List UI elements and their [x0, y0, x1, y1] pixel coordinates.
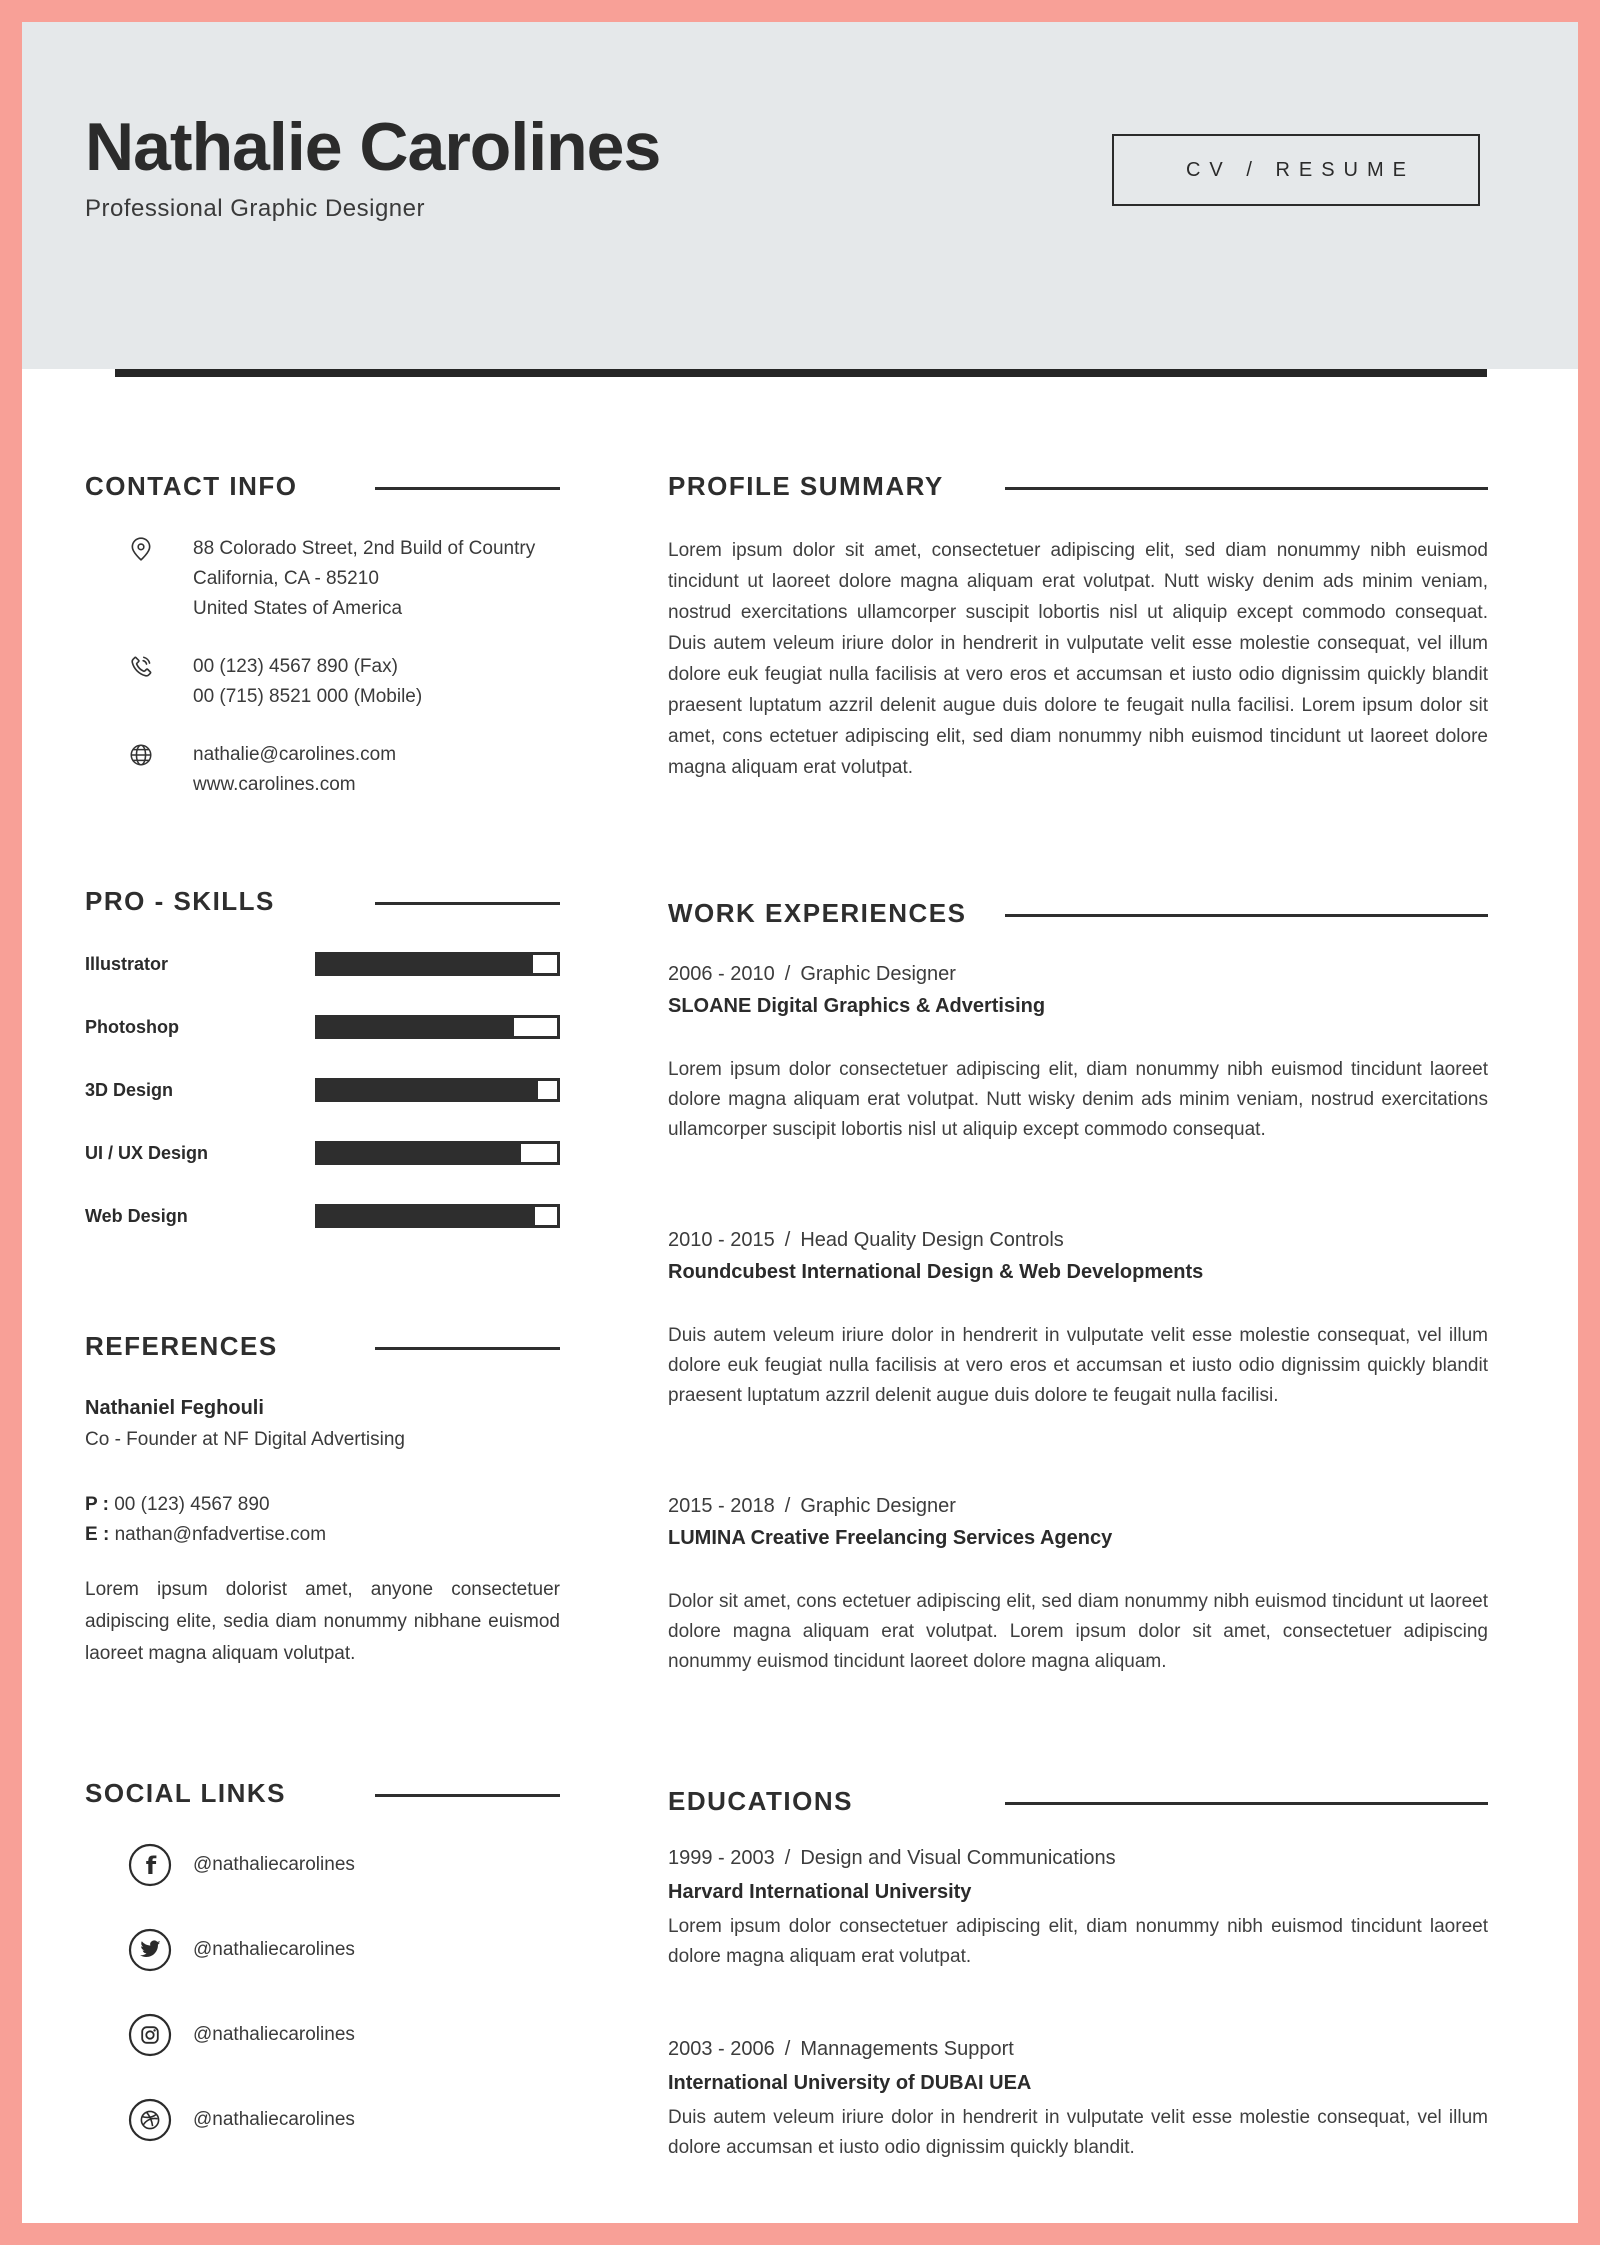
- phone-line: 00 (715) 8521 000 (Mobile): [193, 686, 423, 707]
- section-pro-skills: [85, 885, 560, 1228]
- job-period: 2015 - 2018: [668, 1495, 775, 1517]
- section-title: SOCIAL LINKS: [85, 1778, 286, 1808]
- reference-email[interactable]: nathan@nfadvertise.com: [114, 1524, 327, 1545]
- reference-contacts: [85, 1490, 560, 1550]
- job-entry: [668, 961, 1488, 1145]
- cv-resume-badge: CV / RESUME: [1112, 134, 1480, 206]
- job-role: Graphic Designer: [800, 1495, 956, 1517]
- profile-summary-heading: [668, 470, 1488, 502]
- address-text: [193, 534, 535, 624]
- section-title: WORK EXPERIENCES: [668, 898, 967, 928]
- job-company: Roundcubest International Design & Web Developments: [668, 1261, 1204, 1283]
- instagram-icon: [128, 2013, 193, 2057]
- education-period-field: [668, 2036, 1488, 2062]
- separator: /: [784, 1229, 791, 1251]
- education-field: Mannagements Support: [800, 2038, 1014, 2060]
- social-links-heading: [85, 1777, 560, 1809]
- job-description: Duis autem veleum iriure dolor in hendrerit in vulputate velit esse molestie consequat, vel illum dolore euk feugiat nulla facilisis at vero eros et accumsan et iusto odio dignissim quickly blandit praesent luptatum azzril delenit augue duis dolore te feugait nulla facilisi.: [668, 1325, 1488, 1406]
- separator: /: [784, 1495, 791, 1517]
- job-period: 2006 - 2010: [668, 963, 775, 985]
- person-name: Nathalie Carolines: [85, 109, 661, 185]
- social-handle[interactable]: @nathaliecarolines: [193, 1939, 355, 1960]
- social-handle[interactable]: @nathaliecarolines: [193, 2024, 355, 2045]
- job-description: Dolor sit amet, cons ectetuer adipiscing elit, sed diam nonummy nibh euismod tincidunt ut laoreet dolore magna aliquam erat volutpat. Lorem ipsum dolor sit amet, consectetuer adipiscing nonummy euismod tincidunt laoreet dolore magna aliquam.: [668, 1591, 1488, 1672]
- job-period-role: [668, 961, 1488, 987]
- education-field: Design and Visual Communications: [800, 1847, 1116, 1869]
- education-period-field: [668, 1845, 1488, 1871]
- header: [22, 22, 1578, 369]
- skill-label: Illustrator: [85, 953, 169, 974]
- contact-item-phone: [85, 652, 560, 712]
- skill-row: [85, 952, 560, 976]
- section-educations: [668, 1785, 1488, 2163]
- skill-label: 3D Design: [85, 1079, 174, 1100]
- job-description: Lorem ipsum dolor consectetuer adipiscing elit, diam nonummy nibh euismod tincidunt laoreet dolore magna aliquam erat volutpat. Nutt wisky denim ads minim veniam, nostrud exercitations ullamcorper suscipit lobortis nisl ut aliquip except commodo consequat.: [668, 1059, 1488, 1140]
- globe-icon: [128, 740, 193, 800]
- reference-phone-row: [85, 1490, 560, 1520]
- education-school: Harvard International University: [668, 1881, 972, 1903]
- education-entry: [668, 2036, 1488, 2163]
- profile-summary-text: Lorem ipsum dolor sit amet, consectetuer adipiscing elit, sed diam nonummy nibh euismod tincidunt ut laoreet dolore magna aliquam erat volutpat. Nutt wisky denim ads minim veniam, nostrud exercitations ullamcorper suscipit lobortis nisl ut aliquip except commodo consequat. Duis autem veleum iriure dolor in hendrerit in vulputate velit esse molestie consequat, vel illum dolore euk feugiat nulla facilisis at vero eros et accumsan et iusto odio dignissim quickly blandit praesent luptatum azzril delenit augue duis dolore te feugait nulla facilisi. Lorem ipsum dolor sit amet, cons ectetuer adipiscing elit, sed diam nonummy nibh euismod tincidunt ut laoreet dolore magna aliquam erat volutpat.: [668, 540, 1488, 778]
- job-entry: [668, 1493, 1488, 1677]
- section-profile-summary: [668, 470, 1488, 783]
- job-role: Graphic Designer: [800, 963, 956, 985]
- skill-list: [85, 952, 560, 1228]
- skill-bar: [315, 1015, 560, 1039]
- social-row-instagram[interactable]: [85, 2013, 560, 2057]
- web-text: [193, 740, 396, 800]
- email-text[interactable]: nathalie@carolines.com: [193, 744, 397, 765]
- contact-item-web: [85, 740, 560, 800]
- reference-email-row: [85, 1520, 560, 1550]
- skill-bar: [315, 1141, 560, 1165]
- left-column: [85, 470, 560, 2163]
- job-entry: [668, 1227, 1488, 1411]
- education-description: Lorem ipsum dolor consectetuer adipiscing elit, diam nonummy nibh euismod tincidunt laoreet dolore magna aliquam erat volutpat.: [668, 1916, 1488, 1967]
- section-rule: [1005, 914, 1488, 917]
- website-text[interactable]: www.carolines.com: [193, 774, 356, 795]
- address-line: 88 Colorado Street, 2nd Build of Country: [193, 538, 536, 559]
- section-title: PRO - SKILLS: [85, 886, 275, 916]
- separator: /: [784, 2038, 791, 2060]
- skill-bar-fill: [318, 1144, 521, 1162]
- social-list: [85, 1843, 560, 2142]
- section-references: [85, 1330, 560, 1670]
- section-contact-info: [85, 470, 560, 800]
- address-line: United States of America: [193, 598, 403, 619]
- social-handle[interactable]: @nathaliecarolines: [193, 1854, 355, 1875]
- pro-skills-heading: [85, 885, 560, 917]
- social-handle[interactable]: @nathaliecarolines: [193, 2109, 355, 2130]
- skill-bar-fill: [318, 1207, 535, 1225]
- skill-row: [85, 1204, 560, 1228]
- social-row-facebook[interactable]: [85, 1843, 560, 1887]
- phone-text: [193, 652, 422, 712]
- address-line: California, CA - 85210: [193, 568, 379, 589]
- dribbble-icon: [128, 2098, 193, 2142]
- job-company: LUMINA Creative Freelancing Services Agency: [668, 1527, 1113, 1549]
- section-social-links: [85, 1777, 560, 2142]
- section-rule: [1005, 1802, 1488, 1805]
- resume-page: [22, 22, 1578, 2223]
- reference-phone: 00 (123) 4567 890: [114, 1494, 270, 1515]
- skill-label: Photoshop: [85, 1016, 179, 1037]
- main-content: [22, 470, 1578, 2163]
- section-title: EDUCATIONS: [668, 1786, 853, 1816]
- job-period-role: [668, 1493, 1488, 1519]
- education-school: International University of DUBAI UEA: [668, 2072, 1032, 2094]
- job-role: Head Quality Design Controls: [800, 1229, 1064, 1251]
- contact-info-heading: [85, 470, 560, 502]
- contact-items: [85, 534, 560, 800]
- educations-heading: [668, 1785, 1488, 1817]
- skill-bar-fill: [318, 1018, 514, 1036]
- section-title: REFERENCES: [85, 1331, 278, 1361]
- skill-row: [85, 1078, 560, 1102]
- svg-text:f: f: [145, 1852, 157, 1880]
- references-heading: [85, 1330, 560, 1362]
- twitter-icon: [128, 1928, 193, 1972]
- skill-bar: [315, 1078, 560, 1102]
- section-rule: [375, 487, 560, 490]
- contact-item-address: [85, 534, 560, 624]
- skill-label: UI / UX Design: [85, 1142, 209, 1163]
- separator: /: [784, 1847, 791, 1869]
- right-column: [668, 470, 1488, 2163]
- reference-title: Co - Founder at NF Digital Advertising: [85, 1429, 405, 1450]
- email-label: E :: [85, 1524, 110, 1545]
- facebook-icon: [128, 1843, 193, 1887]
- education-period: 2003 - 2006: [668, 2038, 775, 2060]
- social-row-dribbble[interactable]: [85, 2098, 560, 2142]
- job-period: 2010 - 2015: [668, 1229, 775, 1251]
- section-rule: [375, 1794, 560, 1797]
- skill-bar-fill: [318, 1081, 538, 1099]
- location-pin-icon: [128, 534, 193, 624]
- section-title: CONTACT INFO: [85, 471, 298, 501]
- section-rule: [1005, 487, 1488, 490]
- separator: /: [784, 963, 791, 985]
- education-period: 1999 - 2003: [668, 1847, 775, 1869]
- skill-bar: [315, 952, 560, 976]
- education-entry: [668, 1845, 1488, 1972]
- phone-line: 00 (123) 4567 890 (Fax): [193, 656, 398, 677]
- education-description: Duis autem veleum iriure dolor in hendrerit in vulputate velit esse molestie consequat, vel illum dolore accumsan et iusto odio dignissim quickly blandit.: [668, 2107, 1488, 2158]
- skill-bar-fill: [318, 955, 533, 973]
- section-rule: [375, 902, 560, 905]
- person-title: Professional Graphic Designer: [85, 194, 425, 222]
- phone-label: P :: [85, 1494, 109, 1515]
- social-row-twitter[interactable]: [85, 1928, 560, 1972]
- section-title: PROFILE SUMMARY: [668, 471, 944, 501]
- section-work-experiences: [668, 897, 1488, 1677]
- skill-row: [85, 1141, 560, 1165]
- phone-icon: [128, 652, 193, 712]
- skill-row: [85, 1015, 560, 1039]
- work-experiences-heading: [668, 897, 1488, 929]
- reference-note: Lorem ipsum dolorist amet, anyone consectetuer adipiscing elite, sedia diam nonummy nibhane euismod laoreet magna aliquam volutpat.: [85, 1579, 560, 1664]
- skill-bar: [315, 1204, 560, 1228]
- skill-label: Web Design: [85, 1205, 188, 1226]
- section-rule: [375, 1347, 560, 1350]
- job-period-role: [668, 1227, 1488, 1253]
- job-company: SLOANE Digital Graphics & Advertising: [668, 995, 1046, 1017]
- reference-name: Nathaniel Feghouli: [85, 1397, 264, 1419]
